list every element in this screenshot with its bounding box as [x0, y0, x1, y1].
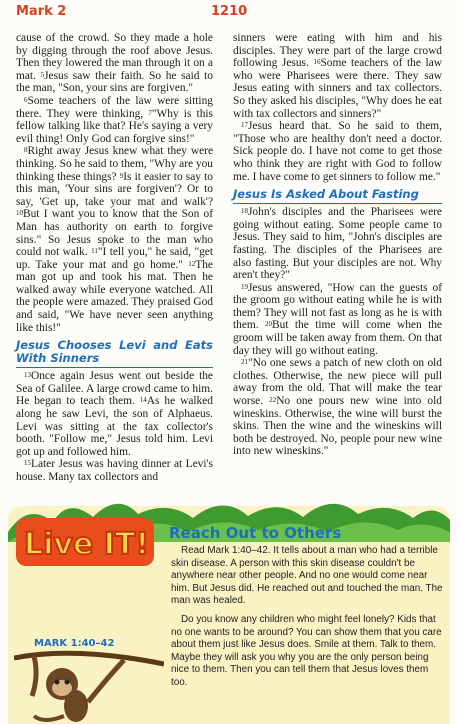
monkey-illustration [14, 646, 164, 724]
right-column [233, 32, 442, 458]
book-chapter: Mark 2 [16, 4, 67, 19]
left-column [16, 32, 213, 484]
paragraph: $^{15}$Later Jesus was having dinner at Levi's house. Many tax collectors and [16, 458, 213, 483]
paragraph: $^6$Some teachers of the law were sitting there. They were thinking, $^7$"Why is this fellow talking like that? He's saying a very evil thing! Only God can forgive sins!" [16, 94, 213, 145]
box-paragraph: Do you know any children who might feel lonely? Kids that no one wants to be around? You can show them that you care about them just like Jesus does. Smile at them. Talk to them. Maybe they will ask you why you are the only person being nice to them. Then you can tell them that Jesus loves them too. [171, 613, 442, 688]
paragraph: sinners were eating with him and his disciples. They were part of the large crowd following Jesus. $^{16}$Some teachers of the law who were Pharisees were there. They saw Jesus eating with sinners and tax collectors. So they asked his disciples, "Why does he eat with tax collectors and sinners?" [233, 32, 442, 120]
paragraph: $^{17}$Jesus heard that. So he said to them, "Those who are healthy don't need a doctor. Sick people do. I have not come to get those who think they are right with God to follow me. I have come to get sinners to follow me." [233, 120, 442, 183]
section-heading: Jesus Chooses Levi and Eats With Sinners [16, 338, 213, 366]
paragraph: cause of the crowd. So they made a hole by digging through the roof above Jesus. Then they lowered the man through it on a mat. $^5$Jesus saw their faith. So he said to the man, "Son, your sins are forgiven." [16, 32, 213, 95]
section-heading: Jesus Is Asked About Fasting [233, 187, 419, 202]
box-paragraph: Read Mark 1:40–42. It tells about a man who had a terrible skin disease. A person with this skin disease couldn't be anywhere near other people. And no one would come near him. But Jesus did. He reached out and touched the man. The man was healed. [171, 545, 443, 607]
box-title: Reach Out to Others [169, 524, 342, 542]
live-it-badge [10, 504, 160, 576]
scripture-reference: MARK 1:40–42 [34, 638, 115, 649]
paragraph: $^{19}$Jesus answered, "How can the guests of the groom go without eating while he is with them? They will not fast as long as he is with them. $^{20}$But the time will come when the groom will be taken away from them. On that day they will go without eating. [233, 281, 442, 357]
box-body [171, 545, 443, 696]
live-it-box [8, 492, 450, 724]
svg-text:Live IT!: Live IT! [24, 527, 150, 562]
paragraph: $^8$Right away Jesus knew what they were thinking. So he said to them, "Why are you thinking these things? $^9$Is it easier to say to this man, 'Your sins are forgiven'? Or to say, 'Get up, take your mat and walk'? $^{10}$But I want you to know that the Son of Man has authority on earth to forgive sins." So Jesus spoke to the man who could not walk. $^{11}$"I tell you," he said, "get up. Take your mat and go home." $^{12}$The man got up and took his mat. Then he walked away while everyone watched. All the people were amazed. They praised God and said, "We have never seen anything like this!" [16, 145, 214, 334]
heading-rule [16, 367, 213, 368]
heading-rule [233, 203, 442, 204]
page-header [0, 0, 457, 24]
paragraph: $^{13}$Once again Jesus went out beside the Sea of Galilee. A large crowd came to him. He began to teach them. $^{14}$As he walked along he saw Levi, the son of Alphaeus. Levi was sitting at the tax collector's booth. "Follow me," Jesus told him. Levi got up and followed him. [16, 370, 213, 458]
paragraph: $^{18}$John's disciples and the Pharisees were going without eating. Some people came to Jesus. They said to him, "John's disciples are fasting. The disciples of the Pharisees are also fasting. But your disciples are not. Why aren't they?" [233, 206, 442, 282]
page-number: 1210 [211, 4, 248, 19]
paragraph: $^{21}$"No one sews a patch of new cloth on old clothes. Otherwise, the new piece will pull away from the old. That will make the tear worse. $^{22}$No one pours new wine into old wineskins. Otherwise, the wine will burst the skins. Then the wine and the wineskins will both be destroyed. No, people pour new wine into new wineskins." [233, 357, 442, 458]
